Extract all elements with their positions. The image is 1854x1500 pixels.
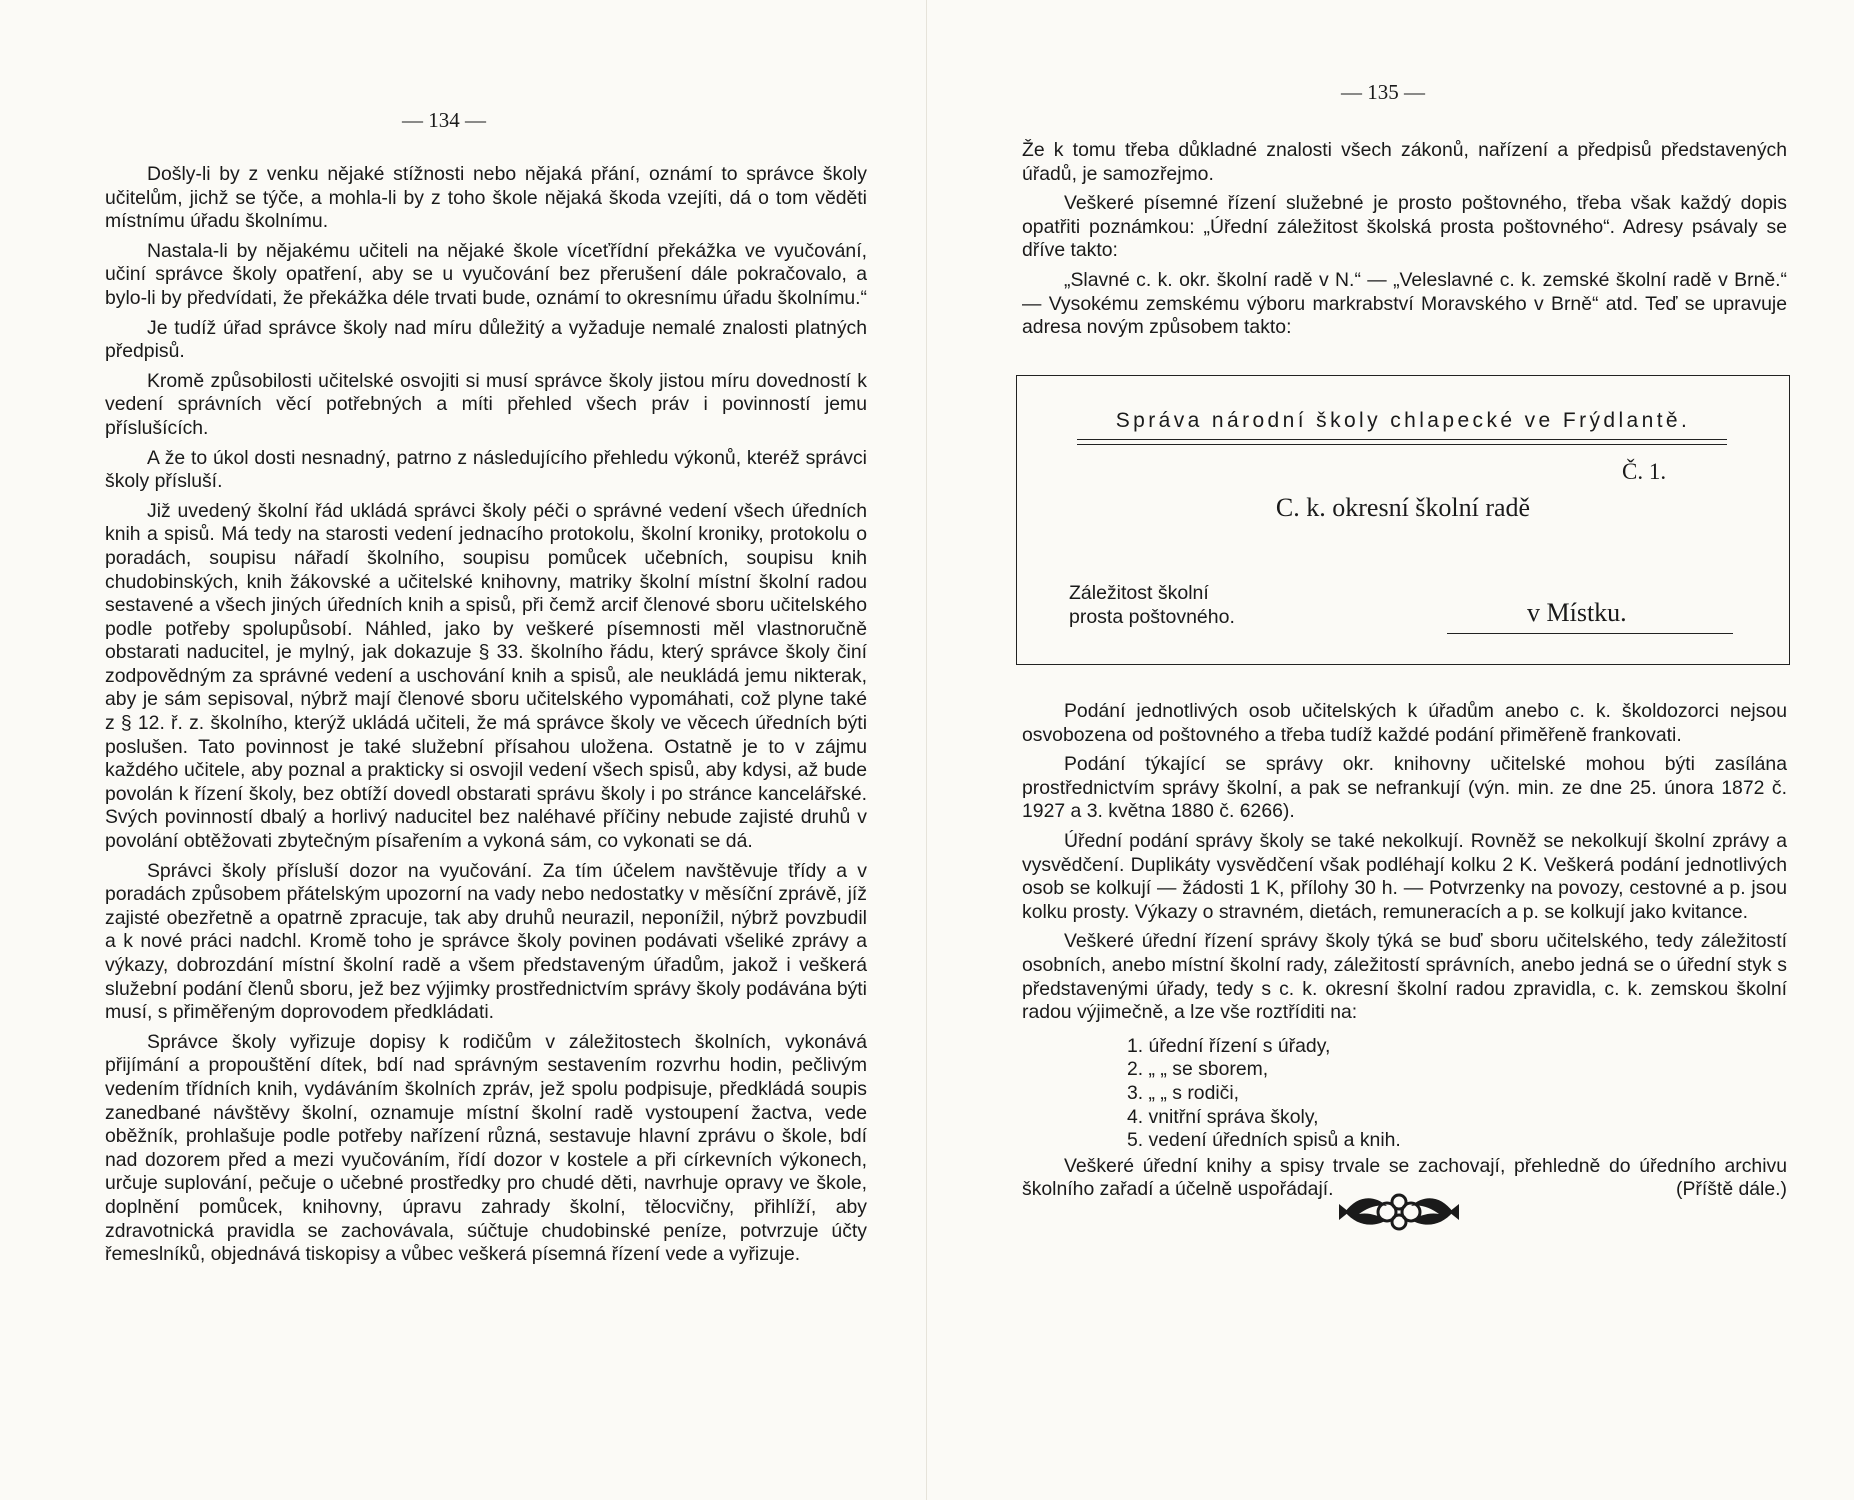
paragraph: Kromě způsobilosti učitelské osvojiti si musí správce školy jistou míru dovedností k vedení správních věcí potřebných a míti přehled všech práv i povinností jemu příslušících. bbox=[105, 369, 867, 439]
right-page bbox=[927, 0, 1854, 1500]
right-text-column-bottom bbox=[1022, 700, 1787, 1202]
page-number-right: — 135 — bbox=[1341, 80, 1425, 104]
address-example-box bbox=[1016, 375, 1790, 665]
paragraph: Je tudíž úřad správce školy nad míru důležitý a vyžaduje nemalé znalosti platných předpisů. bbox=[105, 316, 867, 363]
page-number-left: — 134 — bbox=[402, 108, 486, 132]
box-place-underline bbox=[1447, 633, 1733, 634]
continued-note: (Příště dále.) bbox=[1676, 1178, 1787, 1201]
box-postage-note bbox=[1069, 581, 1235, 629]
paragraph: Že k tomu třeba důkladné znalosti všech zákonů, nařízení a předpisů představených úřadů, je samozřejmo. bbox=[1022, 139, 1787, 185]
leaf-ornament-icon bbox=[1337, 1182, 1461, 1242]
box-double-rule bbox=[1077, 444, 1727, 445]
list-item: 1. úřední řízení s úřady, bbox=[1127, 1034, 1331, 1057]
paragraph: Úřední podání správy školy se také nekolkují. Rovněž se nekolkují školní zprávy a vysvědčení. Duplikáty vysvědčení však podléhají kolku 2 K. Veškerá podání jednotlivých osob se kolkují — žádosti 1 K, přílohy 30 h. — Potvrzenky na povozy, cestovné a p. jsou kolku prosty. Výkazy o stravném, dietách, remuneracích a p. se kolkují jako kvitance. bbox=[1022, 829, 1787, 923]
paragraph: Veškeré písemné řízení služebné je prosto poštovného, třeba však každý dopis opatřiti poznámkou: „Úřední záležitost školská prosta poštovného“. Adresy psávaly se dříve takto: bbox=[1022, 192, 1787, 262]
paragraph: Podání týkající se správy okr. knihovny učitelské mohou býti zasílána prostřednictvím správy školní, a pak se nefrankují (výn. min. ze dne 25. února 1872 č. 1927 a 3. května 1880 č. 6266). bbox=[1022, 753, 1787, 823]
list-item: 3. „ „ s rodiči, bbox=[1127, 1081, 1240, 1104]
left-text-column bbox=[105, 163, 867, 1267]
paragraph: Správce školy vyřizuje dopisy k rodičům v záležitostech školních, vykonává přijímání a propouštění dítek, bdí nad správným sestavením rozvrhu hodin, pečlivým vedením třídních knih, vydáváním školních zpráv, jež spolu podpisuje, předkládá soupis zanedbané návštěvy školní, oznamuje místní školní radě vystoupení žactva, vede oběžník, prohlašuje podle potřeby nařízení různá, sestavuje hlavní zprávu o škole, bdí nad dozorem před a mezi vyučováním, řídí dozor v kostele a při církevních výkonech, určuje suplování, pečuje o učebné prostředky pro chudé děti, navrhuje opravy ve škole, doplnění pomůcek, knihovny, úpravu zahrady školní, tělocvičny, přihlíží, aby zdravotnická pravidla se zachovávala, súčtuje chudobinské peníze, potvrzuje účty řemeslníků, objednává tiskopisy a vůbec veškerá písemná řízení vede a vyřizuje. bbox=[105, 1030, 867, 1266]
right-text-column-top bbox=[1022, 139, 1787, 340]
box-note-line: Záležitost školní bbox=[1069, 582, 1209, 604]
box-sender-header: Správa národní školy chlapecké ve Frýdlantě. bbox=[1115, 409, 1691, 432]
paragraph: Podání jednotlivých osob učitelských k úřadům anebo c. k. školdozorci nejsou osvobozena od poštovného a třeba tudíž každé podání přiměřeně frankovati. bbox=[1022, 700, 1787, 746]
closing-text: Veškeré úřední knihy a spisy trvale se zachovají, přehledně do úředního archivu školního zařadí a účelně uspořádají. bbox=[1022, 1154, 1787, 1201]
paragraph: Nastala-li by nějakému učiteli na nějaké škole víceťřídní překážka ve vyučování, učiní správce školy opatření, aby se u vyučování bez přerušení dále pokračovalo, a bylo-li by předvídati, že překážka déle trvati bude, oznámí to okresnímu úřadu školnímu.“ bbox=[105, 239, 867, 309]
box-double-rule bbox=[1077, 439, 1727, 440]
paragraph: Správci školy přísluší dozor na vyučování. Za tím účelem navštěvuje třídy a v poradách způsobem přátelským upozorní na vady nebo nedostatky v měsíční zprávě, jíž zajisté obezřetně a opatrně zpracuje, tak aby druhů neurazil, neponížil, nýbrž povzbudil a k nové práci nadchl. Kromě toho je správce školy povinen podávati všeliké zprávy a výkazy, dobrozdání místní školní radě a všem představeným úřadům, jakož i veškerá služební podání členů sboru, jež bez výjimky prostřednictvím správy školy podávána býti musí, s přiměřeným doprovodem předkládati. bbox=[105, 859, 867, 1024]
box-place: v Místku. bbox=[1527, 598, 1627, 627]
box-reference-number: Č. 1. bbox=[1622, 459, 1667, 484]
box-addressee: C. k. okresní školní radě bbox=[1275, 493, 1531, 522]
paragraph: Veškeré úřední řízení správy školy týká se buď sboru učitelského, tedy záležitostí osobních, anebo místní školní rady, záležitostí správních, anebo jedná se o úřední styk s představenými úřady, tedy s c. k. okresní školní radou zpravidla, c. k. zemskou školní radou výjimečně, a lze vše roztříditi na: bbox=[1022, 930, 1787, 1024]
paragraph: „Slavné c. k. okr. školní radě v N.“ — „Veleslavné c. k. zemské školní radě v Brně.“ — Vysokému zemskému výboru markrabství Moravského v Brně“ atd. Teď se upravuje adresa novým způsobem takto: bbox=[1022, 268, 1787, 339]
paragraph: Došly-li by z venku nějaké stížnosti nebo nějaká přání, oznámí to správce školy učitelům, jichž se týče, a mohla-li by z toho škole nějaká škoda vzejíti, dá o tom věděti místnímu úřadu školnímu. bbox=[105, 163, 867, 233]
box-note-line: prosta poštovného. bbox=[1069, 606, 1235, 628]
list-item: 4. vnitřní správa školy, bbox=[1127, 1105, 1319, 1128]
category-list bbox=[1022, 1035, 1787, 1153]
list-item: 5. vedení úředních spisů a knih. bbox=[1127, 1129, 1401, 1152]
paragraph: A že to úkol dosti nesnadný, patrno z následujícího přehledu výkonů, kteréž správci školy přísluší. bbox=[105, 446, 867, 493]
list-item: 2. „ „ se sborem, bbox=[1127, 1058, 1269, 1081]
paragraph: Již uvedený školní řád ukládá správci školy péči o správné vedení všech úředních knih a spisů. Má tedy na starosti vedení jednacího protokolu, školní kroniky, protokolu o poradách, soupisu nářadí školního, soupisu pomůcek učebních, soupisu knih chudobinských, knih žákovské a učitelské knihovny, matriky školní místní školní radou sestavené a všech jiných úředních knih a spisů, při čemž arcif členové sboru učitelského podle potřeby spolupůsobí. Náhled, jako by veškeré písemnosti měl vlastnoručně obstarati naducitel, je mylný, jak dokazuje § 33. školního řádu, který správce školy činí zodpovědným za správné vedení a uschování knih a spisů, ale neukládá jemu nikterak, aby je sám sepisoval, nýbrž mají členové sboru učitelského vypomáhati, což plyne také z § 12. ř. z. školního, kterýž ukládá učiteli, že má správce školy ve věcech úředních býti poslušen. Tato povinnost je také služební přísahou uložena. Ostatně je to v zájmu každého učitele, aby poznal a prakticky si osvojil vedení všech spisů, aby kdysi, až bude povolán k řízení školy, bez obtíží dovedl obstarati správu školy i po stránce kancelářské. Svých povinností dbalý a horlivý naducitel bez naléhavé příčiny nebude zajisté druhů v povolání obtěžovati zbytečným písařením a vykoná sám, co vykonati se dá. bbox=[105, 499, 867, 853]
